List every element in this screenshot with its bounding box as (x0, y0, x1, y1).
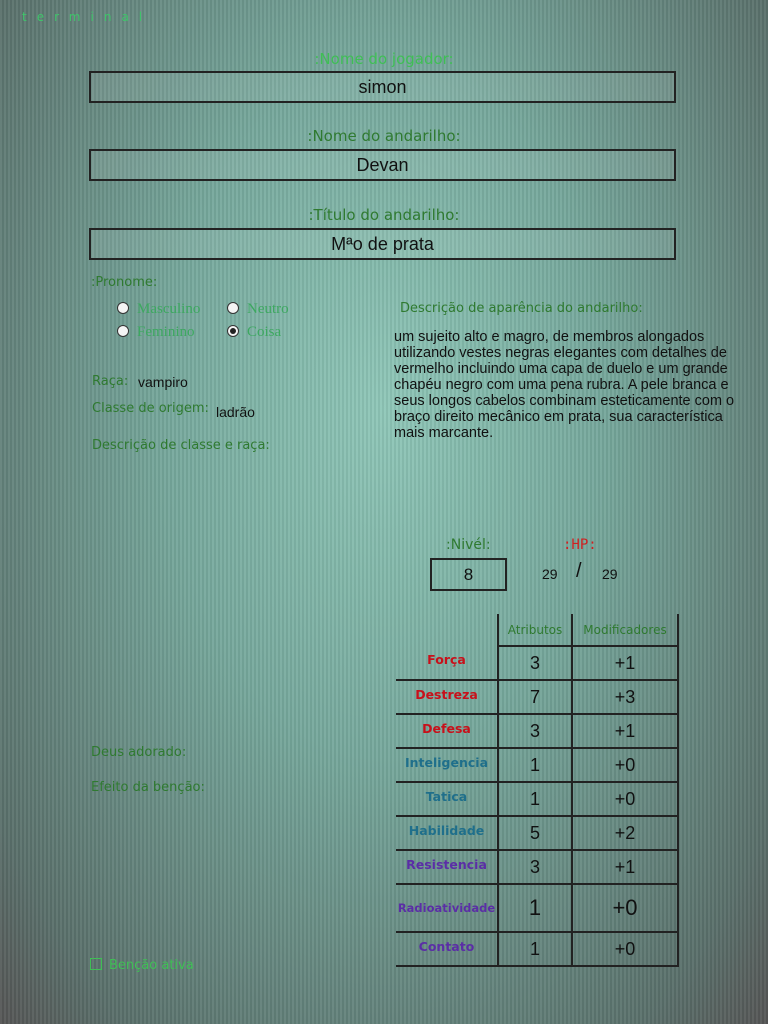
level-label: :Nivél: (446, 537, 491, 553)
table-row (396, 816, 678, 850)
pronoun-option-label: Coisa (247, 324, 282, 340)
attribute-value[interactable]: 1 (498, 782, 572, 816)
origin-class-label: Classe de origem: (92, 401, 209, 416)
player-name-label: :Nome do jogador: (314, 50, 454, 68)
wanderer-title-label: :Título do andarilho: (308, 206, 460, 224)
pronoun-option-neutro[interactable] (227, 301, 289, 318)
pronoun-option-feminino[interactable] (117, 324, 195, 341)
attributes-table (396, 614, 679, 967)
attributes-header-row (396, 614, 678, 646)
attribute-modifier: +0 (572, 932, 678, 966)
attribute-name: Habilidade (396, 816, 498, 850)
attributes-header-blank (396, 614, 498, 646)
wanderer-name-field[interactable]: Devan (89, 149, 676, 181)
attribute-modifier: +1 (572, 714, 678, 748)
radio-icon[interactable] (227, 302, 239, 314)
attribute-value[interactable]: 3 (498, 850, 572, 884)
attribute-modifier: +0 (572, 782, 678, 816)
hp-max[interactable]: 29 (602, 566, 618, 582)
radio-checked-icon[interactable] (227, 325, 239, 337)
attribute-name: Radioatividade (396, 884, 498, 932)
attribute-value[interactable]: 1 (498, 932, 572, 966)
table-row (396, 680, 678, 714)
pronoun-label: :Pronome: (91, 275, 158, 290)
attribute-name: Destreza (396, 680, 498, 714)
player-name-field[interactable]: simon (89, 71, 676, 103)
hp-separator: / (576, 560, 582, 582)
attribute-name: Força (396, 646, 498, 680)
pronoun-option-label: Neutro (247, 301, 289, 317)
hp-current[interactable]: 29 (542, 566, 558, 582)
race-label: Raça: (92, 374, 129, 389)
attribute-modifier: +0 (572, 884, 678, 932)
pronoun-option-coisa[interactable] (227, 324, 281, 341)
checkbox-icon[interactable] (90, 958, 102, 970)
attribute-modifier: +2 (572, 816, 678, 850)
hp-label: :HP: (563, 537, 597, 553)
attributes-header-modifiers: Modificadores (572, 614, 678, 646)
attributes-header-values: Atributos (498, 614, 572, 646)
attribute-value[interactable]: 3 (498, 646, 572, 680)
blessing-active-toggle[interactable] (90, 958, 194, 973)
table-row (396, 850, 678, 884)
table-row (396, 714, 678, 748)
table-row (396, 782, 678, 816)
attribute-modifier: +1 (572, 850, 678, 884)
god-label: Deus adorado: (91, 745, 187, 760)
race-value[interactable]: vampiro (138, 374, 188, 390)
attribute-name: Tatica (396, 782, 498, 816)
class-race-description-label: Descrição de classe e raça: (92, 438, 270, 453)
attribute-name: Resistencia (396, 850, 498, 884)
table-row (396, 932, 678, 966)
table-row (396, 748, 678, 782)
attribute-name: Defesa (396, 714, 498, 748)
table-row (396, 884, 678, 932)
attribute-name: Contato (396, 932, 498, 966)
wanderer-name-label: :Nome do andarilho: (307, 127, 461, 145)
table-row (396, 646, 678, 680)
attribute-modifier: +3 (572, 680, 678, 714)
attribute-value[interactable]: 1 (498, 884, 572, 932)
appearance-label: Descrição de aparência do andarilho: (400, 301, 643, 316)
attribute-value[interactable]: 5 (498, 816, 572, 850)
pronoun-option-label: Masculino (137, 301, 201, 317)
pronoun-option-label: Feminino (137, 324, 195, 340)
attribute-modifier: +1 (572, 646, 678, 680)
level-field[interactable]: 8 (430, 558, 507, 591)
blessing-effect-label: Efeito da benção: (91, 780, 205, 795)
pronoun-option-masculino[interactable] (117, 301, 200, 318)
radio-icon[interactable] (117, 302, 129, 314)
attribute-value[interactable]: 3 (498, 714, 572, 748)
appearance-description[interactable]: um sujeito alto e magro, de membros alongados utilizando vestes negras elegantes com detalhes de vermelho incluindo uma capa de duelo e um grande chapéu negro com uma pena rubra. A pele branca e seus longos cabelos combinam esteticamente com o braço direito mecânico em prata, sua característica mais marcante. (394, 329, 735, 441)
attribute-modifier: +0 (572, 748, 678, 782)
attribute-value[interactable]: 1 (498, 748, 572, 782)
app-title: terminal (22, 10, 153, 24)
radio-icon[interactable] (117, 325, 129, 337)
blessing-active-label: Benção ativa (109, 958, 194, 973)
attribute-name: Inteligencia (396, 748, 498, 782)
attribute-value[interactable]: 7 (498, 680, 572, 714)
wanderer-title-field[interactable]: Mªo de prata (89, 228, 676, 260)
origin-class-value[interactable]: ladrão (216, 404, 255, 420)
